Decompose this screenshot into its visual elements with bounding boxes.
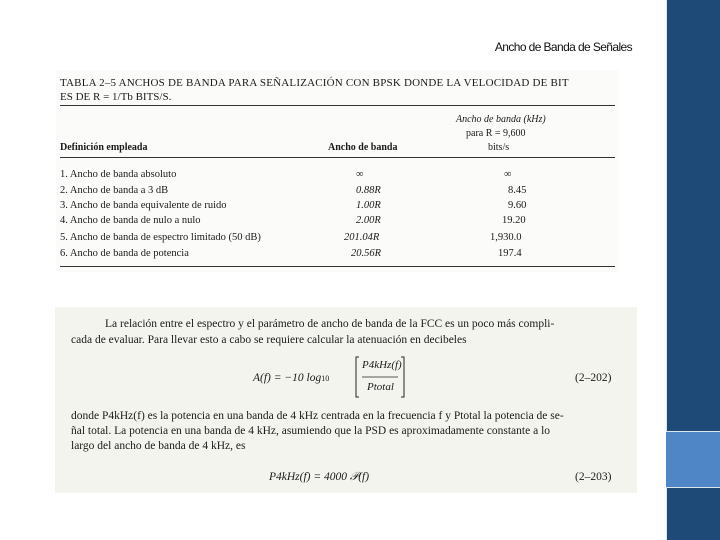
row-bandwidth: 20.56R [351,248,382,259]
row-definition: 2. Ancho de banda a 3 dB [60,185,169,196]
sidebar-gap-bottom [666,487,720,488]
row-definition: 5. Ancho de banda de espectro limitado (50 dB) [60,232,261,243]
table-header-khz-2: para R = 9,600 [466,128,526,139]
equation-2-202-denominator: Ptotal [367,381,394,393]
row-khz: 197.4 [498,248,522,259]
equation-2-202-lhs: A(f) = −10 log10 [253,372,330,384]
table-row [56,248,619,264]
equation-2-202-number: (2–202) [575,372,612,384]
table-row [56,200,619,216]
passage-line-2: cada de evaluar. Para llevar esto a cabo se requiere calcular la atenuación en decibeles [71,334,467,346]
slide-title: Ancho de Banda de Señales [494,40,632,54]
row-bandwidth: 0.88R [356,185,381,196]
table-header-khz-3: bits/s [488,142,510,153]
equation-2-202-bracket [355,355,405,399]
table-row [56,185,619,201]
row-khz: 1,930.0 [490,232,522,243]
book-passage-image [55,307,637,493]
passage-line-3: donde P4kHz(f) es la potencia en una banda de 4 kHz centrada en la frecuencia f y Ptotal la potencia de se- [71,410,564,422]
passage-line-4: ñal total. La potencia en una banda de 4 kHz, asumiendo que la PSD es aproximadamente constante a lo [71,425,551,437]
equation-2-202-numerator: P4kHz(f) [362,359,402,371]
table-header-khz-1: Ancho de banda (kHz) [456,114,546,125]
row-khz: 19.20 [502,215,526,226]
table-header-definition: Definición empleada [60,142,148,153]
row-khz: ∞ [504,169,512,180]
passage-line-1: La relación entre el espectro y el parámetro de ancho de banda de la FCC es un poco más compli- [105,318,555,330]
table-caption-line1: TABLA 2–5 ANCHOS DE BANDA PARA SEÑALIZACIÓN CON BPSK DONDE LA VELOCIDAD DE BIT [60,77,569,89]
row-khz: 8.45 [508,185,527,196]
row-definition: 1. Ancho de banda absoluto [60,169,177,180]
table-row [56,232,619,248]
row-definition: 6. Ancho de banda de potencia [60,248,189,259]
row-bandwidth: 1.00R [356,200,381,211]
row-bandwidth: 2.00R [356,215,381,226]
table-caption-line2: ES DE R = 1/Tb BITS/S. [60,91,172,103]
sidebar-accent-block [666,432,720,487]
table-header-rule [60,157,615,158]
equation-2-203-number: (2–203) [575,471,612,483]
passage-line-5: largo del ancho de banda de 4 kHz, es [71,440,246,452]
row-bandwidth: ∞ [356,169,364,180]
row-khz: 9.60 [508,200,527,211]
equation-2-203: P4kHz(f) = 4000 𝒫(f) [269,471,370,483]
bandwidth-table-image [56,70,619,272]
row-definition: 4. Ancho de banda de nulo a nulo [60,215,201,226]
table-bottom-rule [60,266,615,267]
row-bandwidth: 201.04R [344,232,380,243]
row-definition: 3. Ancho de banda equivalente de ruido [60,200,227,211]
table-row [56,215,619,231]
table-header-bandwidth: Ancho de banda [328,142,398,153]
table-row [56,169,619,185]
table-top-rule [60,105,615,106]
